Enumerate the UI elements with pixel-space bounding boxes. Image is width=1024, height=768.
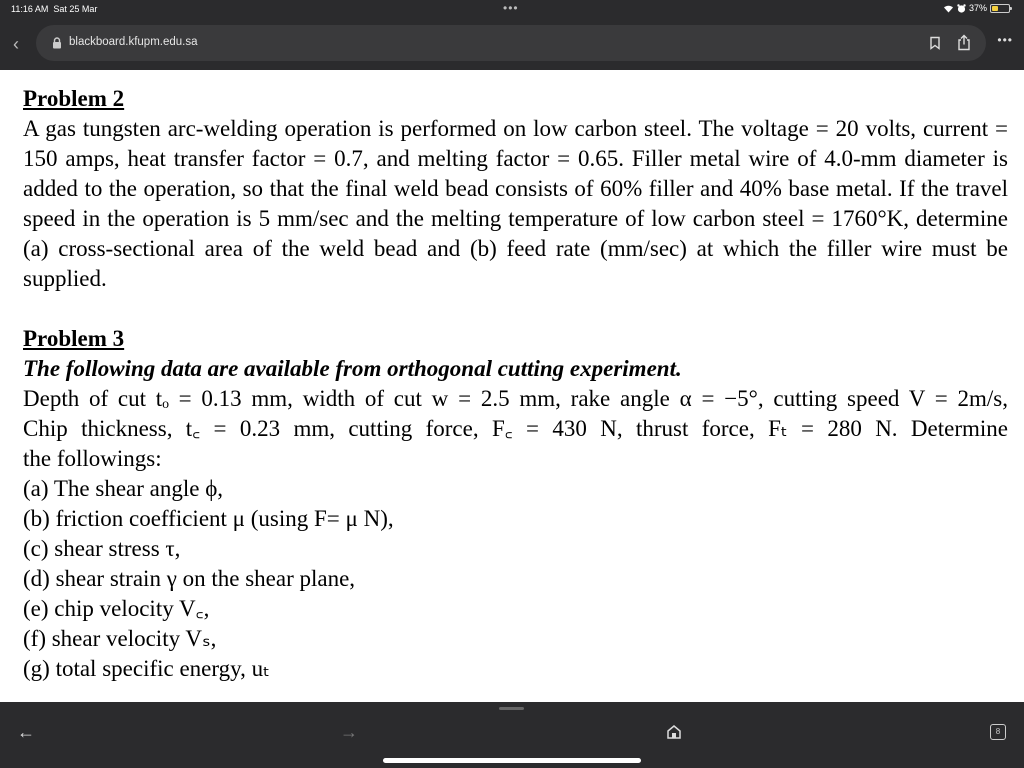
battery-level-fill — [992, 6, 998, 11]
home-icon[interactable] — [666, 724, 682, 740]
problem-3-item: (c) shear stress τ, — [23, 536, 181, 561]
status-bar — [0, 0, 1024, 18]
problem-3-item: (e) chip velocity V꜀, — [23, 596, 210, 621]
status-date: Sat 25 Mar — [53, 4, 98, 14]
status-time: 11:16 AM Sat 25 Mar — [11, 4, 98, 14]
bookmark-icon[interactable] — [928, 36, 942, 50]
forward-arrow-icon[interactable]: → — [340, 722, 358, 742]
url-text[interactable]: blackboard.kfupm.edu.sa — [69, 36, 198, 48]
problem-3-line-3: the followings: — [23, 446, 162, 471]
problem-3-item: (d) shear strain γ on the shear plane, — [23, 566, 356, 591]
back-arrow-icon[interactable]: ← — [17, 722, 35, 742]
problem-3-line-1: Depth of cut tₒ = 0.13 mm, width of cut w = 2.5 mm, rake angle α = −5°, cutting speed V = 2m/s, — [23, 386, 1008, 411]
problem-2-heading: Problem 2 — [23, 86, 125, 111]
battery-icon — [990, 4, 1010, 13]
alarm-icon — [957, 4, 966, 13]
address-bar[interactable] — [36, 25, 986, 61]
browser-toolbar — [0, 18, 1024, 70]
document-content — [23, 84, 1008, 684]
problem-3-item: (b) friction coefficient μ (using F= μ N), — [23, 506, 394, 531]
home-indicator[interactable] — [383, 758, 641, 763]
lock-icon — [52, 37, 62, 49]
toolbar-grab-handle[interactable] — [499, 707, 524, 710]
problem-2-body: A gas tungsten arc-welding operation is performed on low carbon steel. The voltage = 20 volts, current = 150 amps, heat transfer factor = 0.7, and melting factor = 0.65. Filler metal wire of 4.0-mm diameter is added to the operation, so that the final weld bead consists of 60% filler and 40% base metal. If the travel speed in the operation is 5 mm/sec and the melting temperature of low carbon steel = 1760°K, determine (a) cross-sectional area of the weld bead and (b) feed rate (mm/sec) at which the filler wire must be supplied. — [23, 116, 1008, 291]
section-spacer — [23, 294, 1008, 324]
browser-back-button[interactable]: ‹ — [13, 34, 19, 54]
wifi-icon — [943, 4, 954, 13]
bottom-toolbar — [0, 702, 1024, 768]
status-right-group — [943, 3, 1010, 13]
problem-3-subtitle: The following data are available from orthogonal cutting experiment. — [23, 356, 682, 381]
multitask-dots-icon[interactable]: ••• — [503, 1, 519, 15]
problem-3-heading: Problem 3 — [23, 326, 125, 351]
problem-3-line-2: Chip thickness, t꜀ = 0.23 mm, cutting force, F꜀ = 430 N, thrust force, Fₜ = 280 N. Determine — [23, 416, 1008, 441]
problem-3-item: (f) shear velocity Vₛ, — [23, 626, 217, 651]
problem-3-item: (a) The shear angle ϕ, — [23, 476, 224, 501]
more-options-button[interactable]: ••• — [997, 33, 1013, 47]
battery-percent: 37% — [968, 3, 987, 13]
tabs-icon[interactable]: 8 — [990, 724, 1006, 740]
share-icon[interactable] — [956, 34, 972, 51]
problem-3-item: (g) total specific energy, uₜ — [23, 656, 270, 681]
